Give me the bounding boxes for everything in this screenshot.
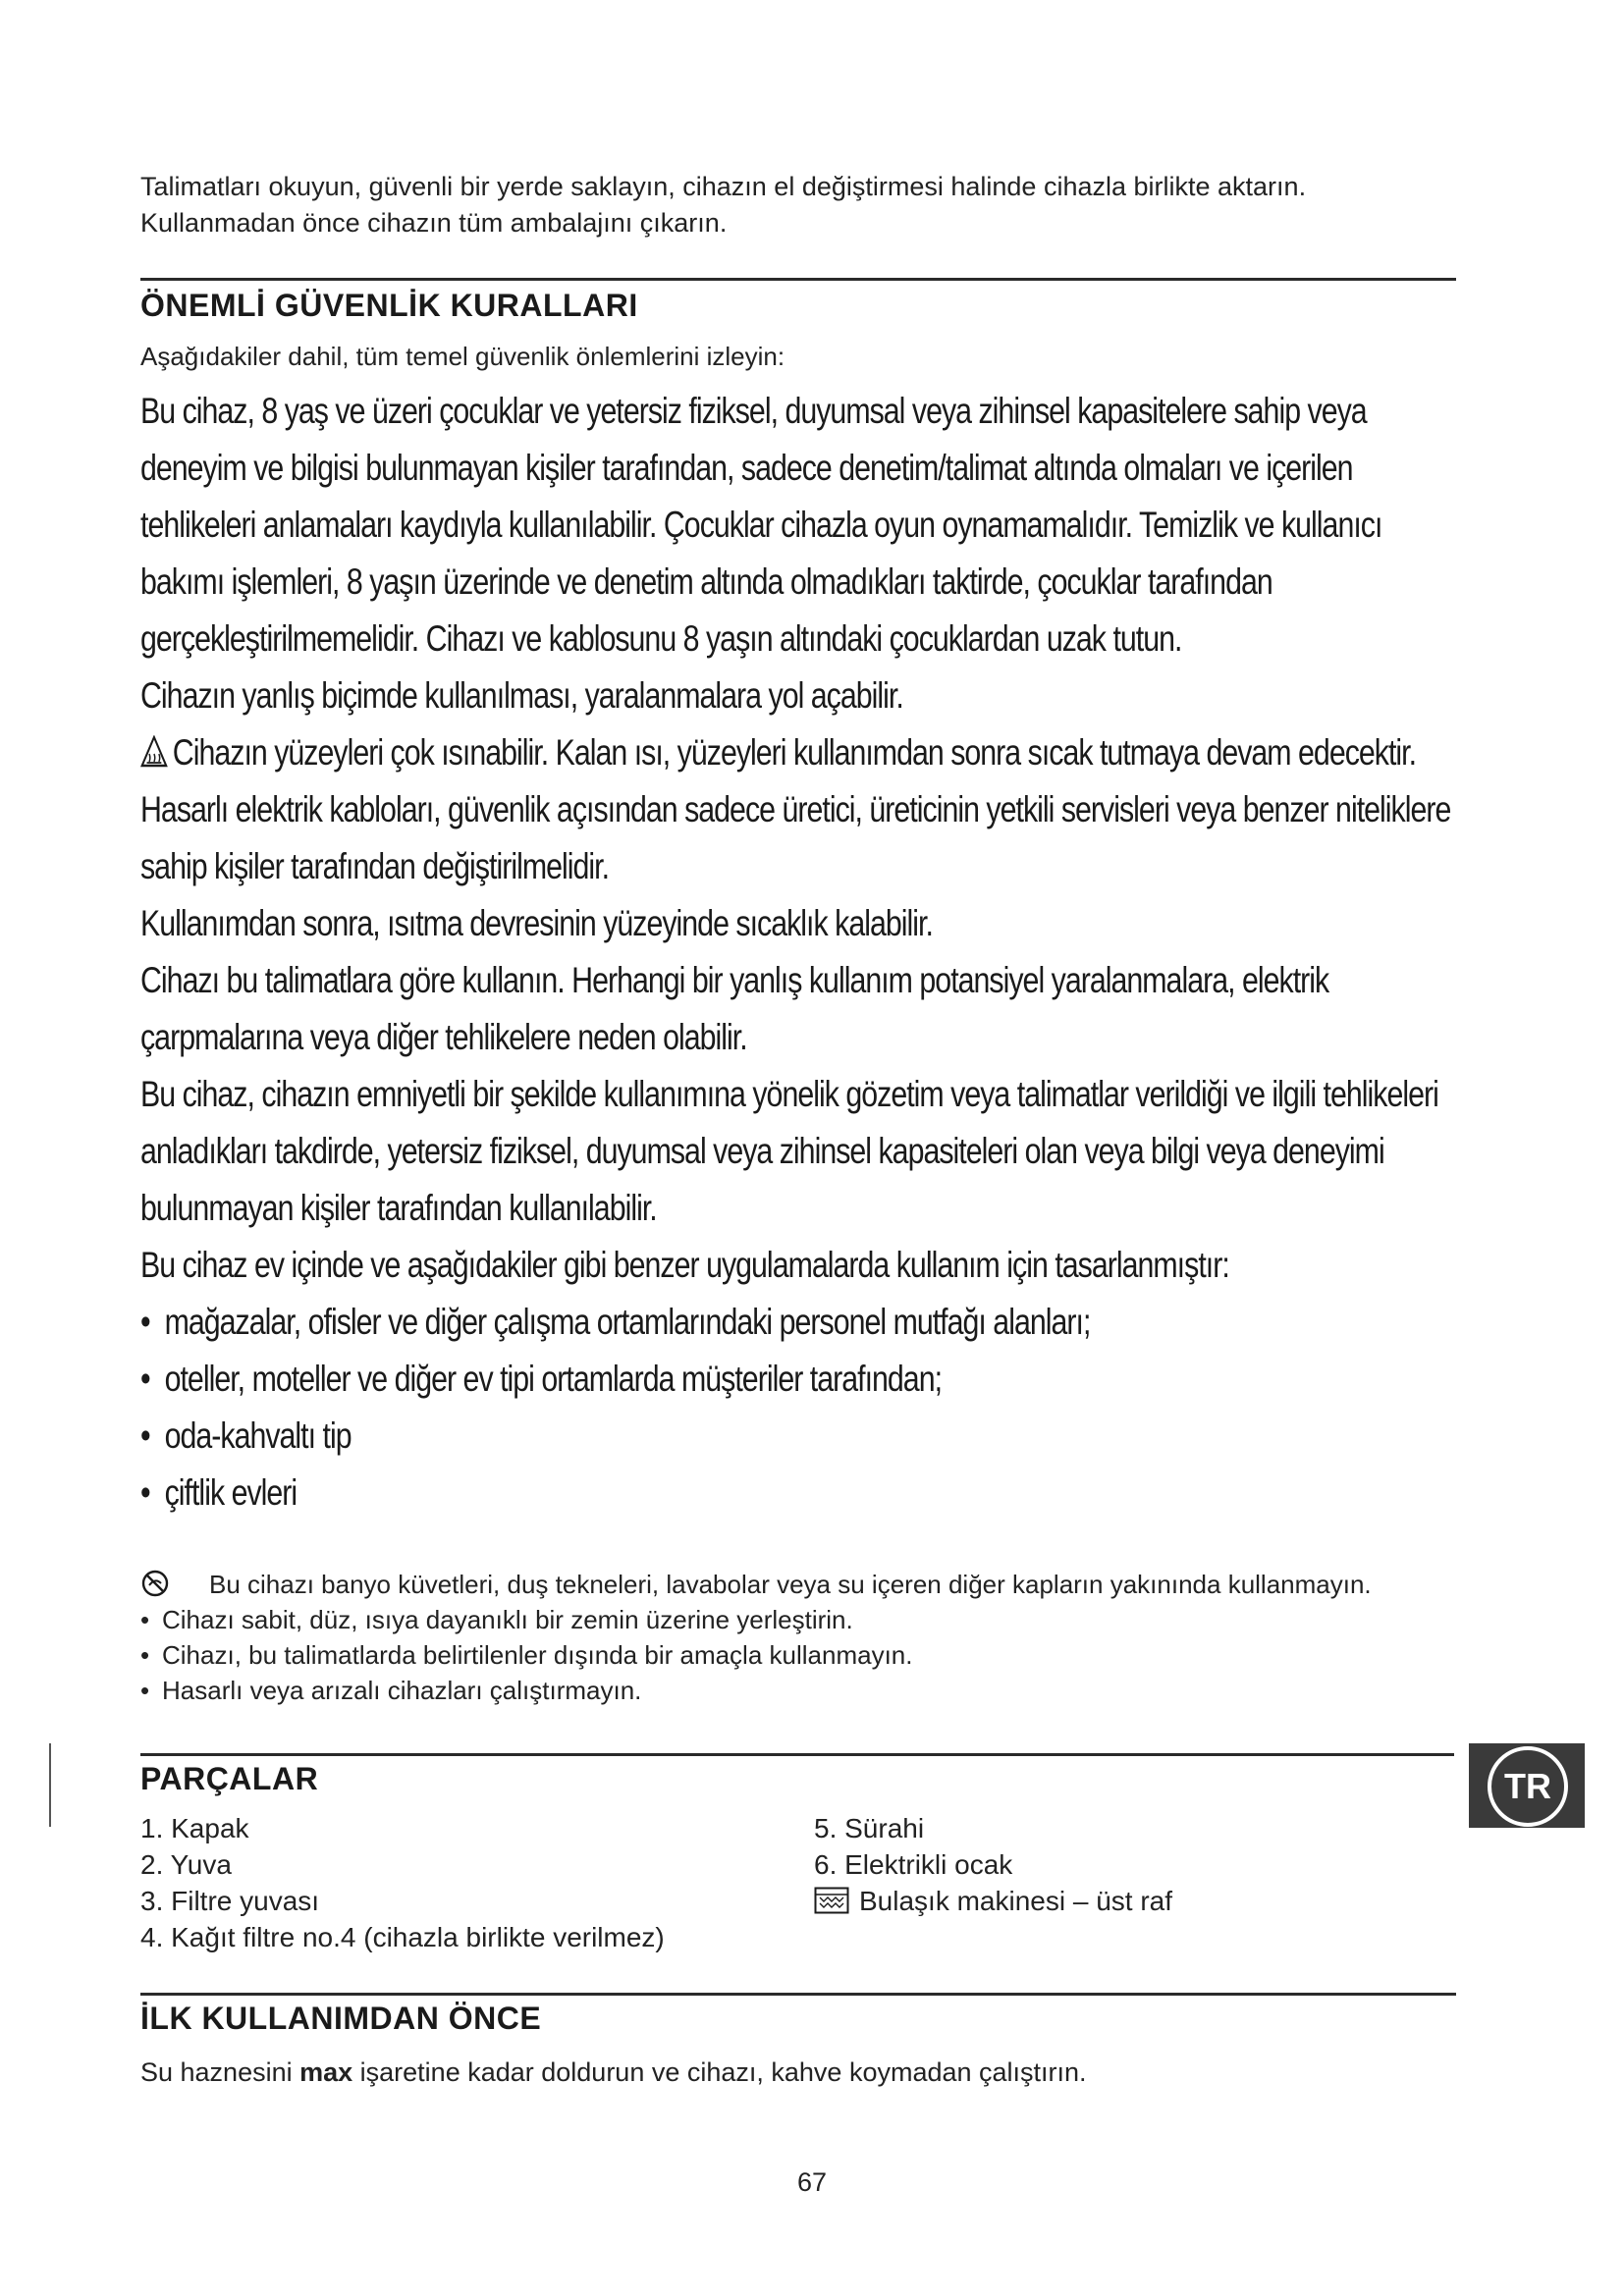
- list-item-text: mağazalar, ofisler ve diğer çalışma ortamlarındaki personel mutfağı alanları;: [164, 1302, 1091, 1342]
- list-item-text: çiftlik evleri: [164, 1472, 298, 1513]
- bullet-dot: •: [140, 1605, 150, 1634]
- first-use-text: [140, 2057, 1087, 2088]
- safety-paragraph: Cihazın yanlış biçimde kullanılması, yaralanmalara yol açabilir.: [140, 675, 903, 716]
- hot-surface-warning-icon: [140, 735, 168, 769]
- bullet-dot: •: [140, 1676, 150, 1705]
- list-item-text: Cihazı sabit, düz, ısıya dayanıklı bir zemin üzerine yerleştirin.: [162, 1605, 853, 1634]
- section-divider: [140, 1993, 1456, 1996]
- safety-paragraph: Bu cihaz, cihazın emniyetli bir şekilde kullanımına yönelik gözetim veya talimatlar verildiği ve ilgili tehlikeleri anladıkları takdirde, yetersiz fiziksel, duyumsal veya zihinsel kapasiteleri olan veya bilgi veya deneyimi bulunmayan kişiler tarafından kullanılabilir.: [140, 1074, 1438, 1228]
- bullet-dot: •: [140, 1359, 150, 1399]
- dishwasher-row: [814, 1883, 1172, 1919]
- intro-line: Talimatları okuyun, güvenli bir yerde saklayın, cihazın el değiştirmesi halinde cihazla birlikte aktarın.: [140, 172, 1307, 201]
- first-use-section-title: İLK KULLANIMDAN ÖNCE: [140, 2001, 542, 2036]
- hot-surface-text: Cihazın yüzeyleri çok ısınabilir. Kalan ısı, yüzeyleri kullanımdan sonra sıcak tutmaya devam edecektir.: [172, 732, 1417, 773]
- part-item: 3. Filtre yuvası: [140, 1886, 320, 1916]
- safety-subtitle: Aşağıdakiler dahil, tüm temel güvenlik önlemlerini izleyin:: [140, 342, 785, 371]
- section-divider: [140, 278, 1456, 281]
- list-item: [140, 1567, 1495, 1602]
- list-item: [140, 1408, 1461, 1465]
- parts-list-left: [140, 1810, 665, 1955]
- page-number: 67: [796, 2167, 828, 2197]
- list-item: [140, 1602, 1495, 1637]
- margin-line: [49, 1743, 51, 1827]
- list-item: [140, 1637, 1495, 1673]
- first-use-text-part: işaretine kadar doldurun ve cihazı, kahve koymadan çalıştırın.: [352, 2057, 1087, 2087]
- safety-section-title: ÖNEMLİ GÜVENLİK KURALLARI: [140, 288, 638, 323]
- safety-paragraph: Bu cihaz, 8 yaş ve üzeri çocuklar ve yetersiz fiziksel, duyumsal veya zihinsel kapasitelere sahip veya deneyim ve bilgisi bulunmayan kişiler tarafından, sadece denetim/talimat altında olmaları ve içerilen tehlikeleri anlamaları kaydıyla kullanılabilir. Çocuklar cihazla oyun oynamamalıdır. Temizlik ve kullanıcı bakımı işlemleri, 8 yaşın üzerinde ve denetim altında olmadıkları taktirde, çocuklar tarafından gerçekleştirilmemelidir. Cihazı ve kablosunu 8 yaşın altındaki çocuklardan uzak tutun.: [140, 391, 1382, 659]
- list-item: [140, 1294, 1461, 1351]
- list-item-text: Bu cihazı banyo küvetleri, duş tekneleri, lavabolar veya su içeren diğer kapların yakınında kullanmayın.: [209, 1570, 1372, 1599]
- no-water-icon: [140, 1569, 170, 1598]
- bullet-dot: •: [140, 1640, 150, 1670]
- safety-paragraph: Hasarlı elektrik kabloları, güvenlik açısından sadece üretici, üreticinin yetkili servisleri veya benzer niteliklere sahip kişiler tarafından değiştirilmelidir.: [140, 789, 1451, 886]
- parts-list-right: [814, 1810, 1172, 1919]
- safety-rules: [140, 383, 1451, 1522]
- bullet-dot: •: [140, 1302, 150, 1342]
- part-item: 6. Elektrikli ocak: [814, 1849, 1013, 1880]
- list-item: [140, 1465, 1461, 1522]
- parts-section-title: PARÇALAR: [140, 1761, 319, 1796]
- safety-small-items: [140, 1567, 1495, 1708]
- bullet-dot: •: [140, 1415, 150, 1456]
- safety-paragraph-hot-surface: [140, 724, 1461, 781]
- safety-paragraph: Bu cihaz ev içinde ve aşağıdakiler gibi benzer uygulamalarda kullanım için tasarlanmıştır:: [140, 1245, 1229, 1285]
- part-item: 2. Yuva: [140, 1849, 232, 1880]
- list-item-text: oda-kahvaltı tip: [164, 1415, 352, 1456]
- bullet-dot: •: [140, 1472, 150, 1513]
- list-item: [140, 1673, 1495, 1708]
- intro-line: Kullanmadan önce cihazın tüm ambalajını çıkarın.: [140, 208, 728, 238]
- section-divider: [140, 1753, 1454, 1756]
- part-item: 4. Kağıt filtre no.4 (cihazla birlikte verilmez): [140, 1922, 665, 1952]
- list-item-text: oteller, moteller ve diğer ev tipi ortamlarda müşteriler tarafından;: [164, 1359, 943, 1399]
- safety-paragraph: Kullanımdan sonra, ısıtma devresinin yüzeyinde sıcaklık kalabilir.: [140, 903, 933, 943]
- part-item: 5. Sürahi: [814, 1813, 925, 1843]
- safety-paragraph: Cihazı bu talimatlara göre kullanın. Herhangi bir yanlış kullanım potansiyel yaralanmalara, elektrik çarpmalarına veya diğer tehlikelere neden olabilir.: [140, 960, 1329, 1057]
- intro-text: [140, 169, 1456, 241]
- first-use-text-part: Su haznesini: [140, 2057, 300, 2087]
- part-item: 1. Kapak: [140, 1813, 249, 1843]
- list-item-text: Hasarlı veya arızalı cihazları çalıştırmayın.: [162, 1676, 642, 1705]
- dishwasher-text: Bulaşık makinesi – üst raf: [859, 1886, 1173, 1916]
- list-item: [140, 1351, 1461, 1408]
- language-badge: [1469, 1743, 1585, 1828]
- max-mark-label: max: [299, 2057, 353, 2087]
- dishwasher-icon: [814, 1887, 849, 1914]
- list-item-text: Cihazı, bu talimatlarda belirtilenler dışında bir amaçla kullanmayın.: [162, 1640, 913, 1670]
- language-badge-label: TR: [1488, 1746, 1568, 1827]
